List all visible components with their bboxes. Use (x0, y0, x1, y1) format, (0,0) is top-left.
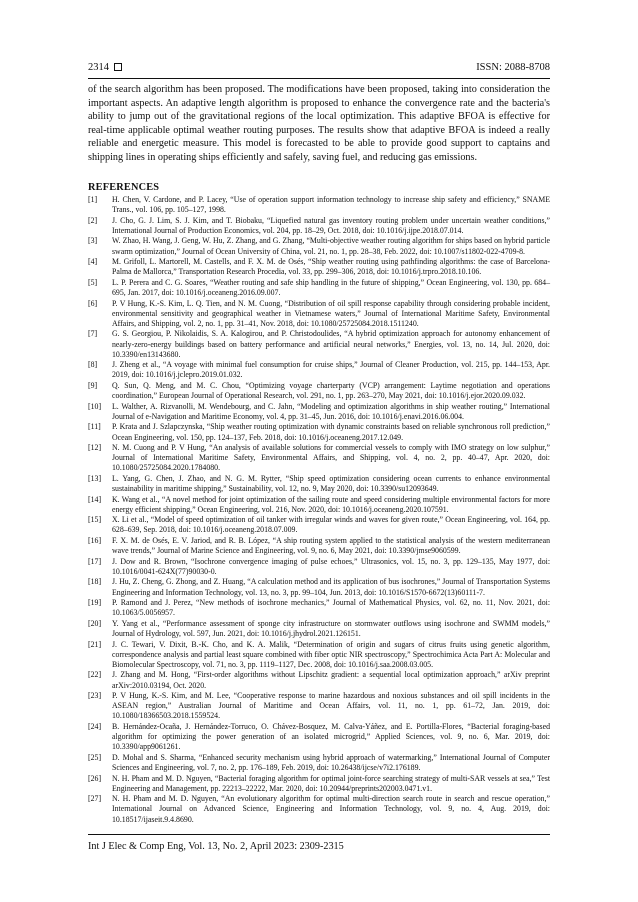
reference-text: L. Walther, A. Rizvanolli, M. Wendebourg, and C. Jahn, “Modeling and optimization algorithms in ship weather routing,” International Journal of e-Navigation and Maritime Economy, vol. 4, pp. 31–45, Jun. 2016, doi: 10.1016/j.enavi.2016.06.004. (112, 401, 550, 421)
reference-text: H. Chen, V. Cardone, and P. Lacey, “Use of operation support information technology to increase ship safety and efficiency,” SNAME Trans., vol. 106, pp. 105–127, 1998. (112, 195, 550, 215)
page-header (88, 60, 550, 76)
reference-number: [2] (88, 215, 98, 225)
reference-number: [19] (88, 598, 102, 608)
reference-text: J. Zheng et al., “A voyage with minimal fuel consumption for cruise ships,” Journal of Cleaner Production, vol. 215, pp. 144–153, Apr. 2019, doi: 10.1016/j.jclepro.2019.01.032. (112, 360, 550, 380)
reference-number: [16] (88, 536, 102, 546)
reference-item (88, 422, 550, 442)
reference-item (88, 216, 550, 236)
reference-item (88, 670, 550, 690)
reference-number: [5] (88, 277, 98, 287)
reference-number: [22] (88, 670, 102, 680)
reference-item (88, 577, 550, 597)
reference-text: P. V Hung, K.-S. Kim, L. Q. Tien, and N. M. Cuong, “Distribution of oil spill response capability through considering probable incident, environmental sensitivity and geographical weather in Vietnamese waters,” Journal of International Maritime Safety, Environmental Affairs, and Shipping, vol. 2, no. 1, pp. 31–41, Nov. 2018, doi: 10.1080/25725084.2018.1511240. (112, 298, 550, 328)
reference-number: [1] (88, 195, 98, 204)
reference-number: [23] (88, 691, 102, 701)
reference-number: [10] (88, 401, 102, 411)
reference-number: [12] (88, 443, 102, 453)
reference-item (88, 640, 550, 670)
checkbox-square-icon (114, 63, 122, 71)
reference-item (88, 557, 550, 577)
reference-number: [9] (88, 380, 98, 390)
references-list (88, 195, 550, 825)
reference-text: Q. Sun, Q. Meng, and M. C. Chou, “Optimizing voyage charterparty (VCP) arrangement: Laytime negotiation and operations coordination,” European Journal of Operational Research, vol. 291, no. 1, pp. 263–270, May 2021, doi: 10.1016/j.ejor.2020.09.032. (112, 380, 550, 401)
reference-number: [7] (88, 329, 98, 339)
reference-text: P. V Hung, K.-S. Kim, and M. Lee, “Cooperative response to marine hazardous and noxious substances and oil spill incidents in the ASEAN region,” Australian Journal of Maritime and Ocean Affairs, vol. 11, no. 1, pp. 61–72, Jan. 2019, doi: 10.1080/18366503.2018.1559524. (112, 691, 550, 721)
reference-text: Y. Yang et al., “Performance assessment of sponge city infrastructure on stormwater outflows using isochrone and SWMM models,” Journal of Hydrology, vol. 597, Jun. 2021, doi: 10.1016/j.jhydrol.2021.126151. (112, 618, 550, 638)
reference-text: F. X. M. de Osés, E. V. Jariod, and R. B. López, “A ship routing system applied to the statistical analysis of the western mediterranean wave trends,” Journal of Marine Science and Engineering, vol. 9, no. 6, May 2021, doi: 10.3390/jmse9060599. (112, 536, 550, 556)
reference-item (88, 753, 550, 773)
reference-item (88, 236, 550, 256)
reference-text: B. Hernández-Ocaña, J. Hernández-Torruco, O. Chávez-Bosquez, M. Calva-Yáñez, and E. Portilla-Flores, “Bacterial foraging-based algorithm for optimizing the power generation of an isolated microgrid,” Applied Sciences, vol. 9, no. 6, Mar. 2019, doi: 10.3390/app9061261. (112, 721, 550, 752)
reference-text: J. Dow and R. Brown, “Isochrone convergence imaging of pulse echoes,” Ultrasonics, vol. 15, no. 3, pp. 129–135, May 1977, doi: 10.1016/0041-624X(77)90030-0. (112, 556, 550, 576)
page-number: 2314 (88, 62, 109, 73)
reference-number: [14] (88, 494, 102, 504)
reference-item (88, 329, 550, 359)
reference-item (88, 195, 550, 215)
reference-item (88, 691, 550, 721)
reference-number: [11] (88, 422, 101, 432)
reference-number: [25] (88, 752, 102, 762)
reference-item (88, 794, 550, 824)
reference-number: [8] (88, 360, 98, 370)
reference-number: [4] (88, 257, 98, 267)
reference-number: [26] (88, 773, 102, 783)
reference-number: [6] (88, 298, 98, 308)
reference-number: [3] (88, 236, 98, 246)
reference-number: [18] (88, 577, 102, 587)
reference-text: G. S. Georgiou, P. Nikolaidis, S. A. Kalogirou, and P. Christodoulides, “A hybrid optimization approach for autonomy enhancement of nearly-zero-energy buildings based on battery performance and artificial neural networks,” Energies, vol. 13, no. 14, Jul. 2020, doi: 10.3390/en13143680. (112, 329, 550, 359)
page-footer: Int J Elec & Comp Eng, Vol. 13, No. 2, April 2023: 2309-2315 (88, 841, 344, 852)
reference-text: J. Cho, G. J. Lim, S. J. Kim, and T. Biobaku, “Liquefied natural gas inventory routing problem under uncertain weather conditions,” International Journal of Production Economics, vol. 204, pp. 18–29, Oct. 2018, doi: 10.1016/j.ijpe.2018.07.014. (112, 215, 550, 235)
reference-number: [20] (88, 618, 102, 628)
reference-number: [21] (88, 639, 102, 649)
reference-item (88, 619, 550, 639)
reference-text: L. P. Perera and C. G. Soares, “Weather routing and safe ship handling in the future of shipping,” Ocean Engineering, vol. 130, pp. 684–695, Jan. 2017, doi: 10.1016/j.oceaneng.2016.09.007. (112, 277, 550, 297)
reference-item (88, 443, 550, 473)
reference-item (88, 536, 550, 556)
reference-text: L. Yang, G. Chen, J. Zhao, and N. G. M. Rytter, “Ship speed optimization considering ocean currents to enhance environmental sustainability in maritime shipping,” Sustainability, vol. 12, no. 9, May 2020, doi: 10.3390/su12093649. (112, 473, 550, 494)
reference-number: [15] (88, 515, 102, 525)
reference-text: W. Zhao, H. Wang, J. Geng, W. Hu, Z. Zhang, and G. Zhang, “Multi-objective weather routing algorithm for ships based on hybrid particle swarm optimization,” Journal of Ocean University of China, vol. 21, no. 1, pp. 28–38, Feb. 2022, doi: 10.1007/s11802-022-4709-8. (112, 236, 550, 256)
footer-divider (88, 834, 550, 835)
reference-item (88, 402, 550, 422)
reference-item (88, 257, 550, 277)
reference-item (88, 474, 550, 494)
reference-item (88, 299, 550, 329)
reference-item (88, 495, 550, 515)
reference-number: [24] (88, 721, 102, 731)
references-heading: REFERENCES (88, 182, 160, 193)
reference-text: X. Li et al., “Model of speed optimization of oil tanker with irregular winds and waves for given route,” Ocean Engineering, vol. 164, pp. 628–639, Sep. 2018, doi: 10.1016/j.oceaneng.2018.07.009. (112, 515, 550, 535)
reference-item (88, 360, 550, 380)
reference-text: D. Mohal and S. Sharma, “Enhanced security mechanism using hybrid approach of watermarking,” International Journal of Computer Sciences and Engineering, vol. 7, no. 2, pp. 176–189, Feb. 2019, doi: 10.26438/ijcse/v7i2.176189. (112, 752, 550, 772)
reference-text: J. Zhang and M. Hong, “First-order algorithms without Lipschitz gradient: a sequential local optimization approach,” arXiv preprint arXiv:2010.03194, Oct. 2020. (112, 670, 550, 690)
reference-text: P. Ramond and J. Perez, “New methods of isochrone mechanics,” Journal of Mathematical Physics, vol. 62, no. 11, Nov. 2021, doi: 10.1063/5.0056957. (112, 598, 550, 618)
reference-text: J. C. Tewari, V. Dixit, B.-K. Cho, and K. A. Malik, “Determination of origin and sugars of citrus fruits using genetic algorithm, correspondence analysis and partial least square combined with fiber optic NIR spectroscopy,” Spectrochimica Acta Part A: Molecular and Biomolecular Spectroscopy, vol. 71, no. 3, pp. 1119–1127, Dec. 2008, doi: 10.1016/j.saa.2008.03.005. (112, 639, 550, 669)
reference-number: [17] (88, 556, 102, 566)
reference-text: N. H. Pham and M. D. Nguyen, “An evolutionary algorithm for optimal multi-direction search route in search and rescue operation,” International Journal on Advanced Science, Engineering and Information Technology, vol. 9, no. 4, Aug. 2019, doi: 10.18517/ijaseit.9.4.8690. (112, 794, 550, 824)
reference-item (88, 381, 550, 401)
issn-label: ISSN: 2088-8708 (476, 62, 550, 73)
reference-text: K. Wang et al., “A novel method for joint optimization of the sailing route and speed considering multiple environmental factors for more energy efficient shipping,” Ocean Engineering, vol. 216, Nov. 2020, doi: 10.1016/j.oceaneng.2020.107591. (112, 494, 550, 514)
reference-item (88, 722, 550, 752)
reference-text: M. Grifoll, L. Martorell, M. Castells, and F. X. M. de Osés, “Ship weather routing using pathfinding algorithms: the case of Barcelona-Palma de Mallorca,” Transportation Research Procedia, vol. 33, pp. 299–306, 2018, doi: 10.1016/j.trpro.2018.10.106. (112, 257, 550, 277)
reference-number: [27] (88, 794, 102, 804)
reference-item (88, 598, 550, 618)
reference-text: N. H. Pham and M. D. Nguyen, “Bacterial foraging algorithm for optimal joint-force searching strategy of multi-SAR vessels at sea,” Test Engineering and Management, pp. 22213–22222, Mar. 2020, doi: 10.20944/preprints202003.0471.v1. (112, 773, 550, 793)
reference-item (88, 515, 550, 535)
body-paragraph: of the search algorithm has been proposed. The modifications have been proposed, taking into consideration the important aspects. An adaptive length algorithm is proposed to enhance the convergence rate and the bacteria's ability to jump out of the gravitational regions of the local optimization. This adaptive BFOA is effective for real-time applicable optimal weather routing purposes. The results show that adaptive BFOA is indeed a really reliable and energetic measure. This model is forecasted to be able to provide good support to captains and shipping lines in operating ships efficiently and safely, saving fuel, and reducing gas emissions. (88, 84, 550, 163)
reference-text: J. Hu, Z. Cheng, G. Zhong, and Z. Huang, “A calculation method and its application of bus isochrones,” Journal of Transportation Systems Engineering and Information Technology, vol. 13, no. 3, pp. 99–104, Jun. 2013, doi: 10.1016/S1570-6672(13)60111-7. (112, 577, 550, 597)
header-divider (88, 78, 550, 79)
reference-item (88, 278, 550, 298)
reference-text: P. Krata and J. Szlapczynska, “Ship weather routing optimization with dynamic constraints based on reliable synchronous roll prediction,” Ocean Engineering, vol. 150, pp. 124–137, Feb. 2018, doi: 10.1016/j.oceaneng.2017.12.049. (112, 422, 550, 442)
reference-number: [13] (88, 473, 102, 483)
reference-item (88, 774, 550, 794)
reference-text: N. M. Cuong and P. V Hung, “An analysis of available solutions for commercial vessels to comply with IMO strategy on low sulphur,” Journal of International Maritime Safety, Environmental Affairs, and Shipping, vol. 4, no. 2, pp. 40–47, Apr. 2020, doi: 10.1080/25725084.2020.1784080. (112, 443, 550, 473)
